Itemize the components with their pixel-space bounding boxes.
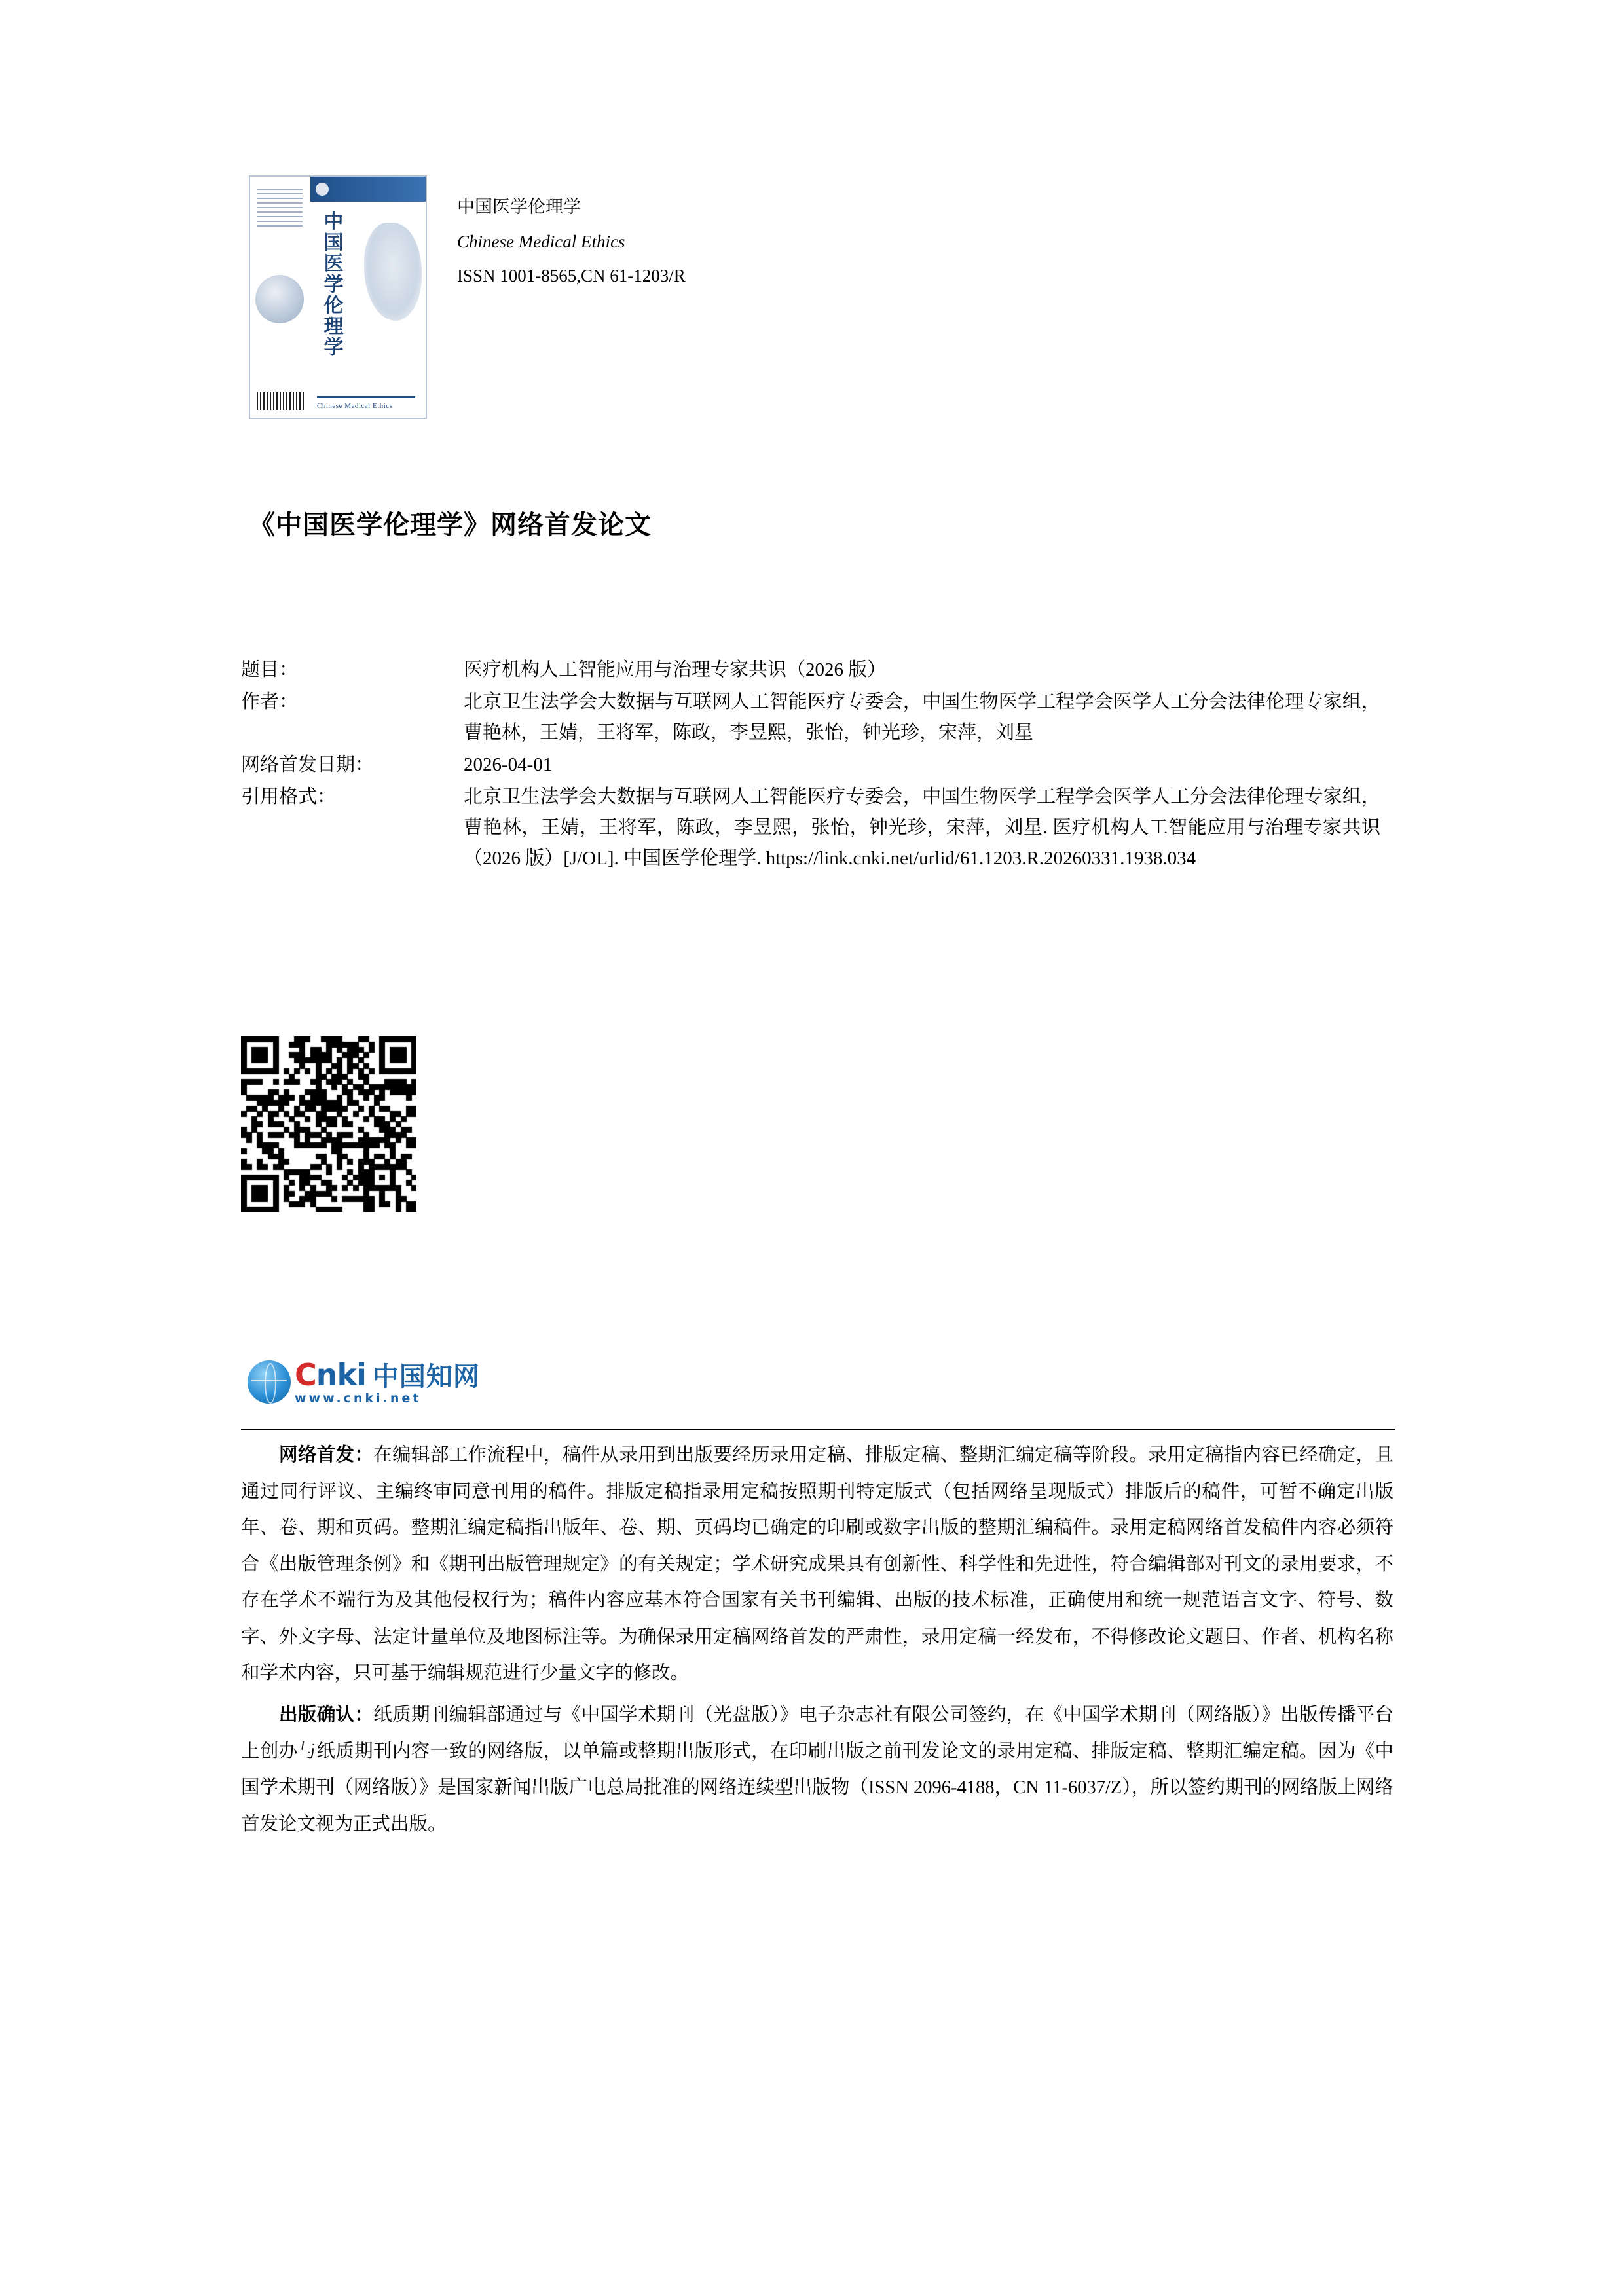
note-lead: 出版确认： xyxy=(279,1704,374,1725)
metadata-label: 题目： xyxy=(241,659,299,680)
journal-identity xyxy=(457,175,686,293)
cnki-chinese-name: 中国知网 xyxy=(372,1361,480,1391)
globe-icon xyxy=(248,1360,291,1404)
cnki-wordmark xyxy=(295,1357,480,1406)
cover-illustration xyxy=(364,223,422,321)
cover-front-panel xyxy=(310,177,427,418)
metadata-value: 2026-04-01 xyxy=(464,754,553,775)
metadata-row-publish-date xyxy=(241,750,1380,780)
section-divider xyxy=(241,1429,1395,1430)
note-text: 纸质期刊编辑部通过与《中国学术期刊（光盘版）》电子杂志社有限公司签约，在《中国学术期刊（网络版）》出版传播平台上创办与纸质期刊内容一致的网络版，以单篇或整期出版形式，在印刷出版之前刊发论文的录用定稿、排版定稿、整期汇编定稿。因为《中国学术期刊（网络版）》是国家新闻出版广电总局批准的网络连续型出版物（ISSN 2096-4188，CN 11-6037/Z），所以签约期刊的网络版上网络首发论文视为正式出版。 xyxy=(241,1704,1393,1834)
metadata-label: 网络首发日期： xyxy=(241,754,375,775)
cnki-logo[interactable] xyxy=(248,1355,491,1409)
journal-masthead xyxy=(249,175,686,419)
journal-issn: ISSN 1001-8565,CN 61-1203/R xyxy=(457,266,686,286)
journal-name-en: Chinese Medical Ethics xyxy=(457,231,625,251)
cnki-url: www.cnki.net xyxy=(295,1391,422,1406)
journal-cover-thumbnail xyxy=(249,175,427,419)
journal-name-cn: 中国医学伦理学 xyxy=(457,197,581,217)
metadata-row-title xyxy=(241,655,1380,685)
metadata-label: 引用格式： xyxy=(241,786,337,807)
metadata-value: 医疗机构人工智能应用与治理专家共识（2026 版） xyxy=(464,659,887,680)
note-paragraph-online-first xyxy=(241,1437,1393,1692)
qr-code[interactable] xyxy=(241,1036,416,1212)
journal-emblem-icon xyxy=(316,183,329,196)
cover-left-strip xyxy=(250,177,311,418)
metadata-value: 北京卫生法学会大数据与互联网人工智能医疗专委会，中国生物医学工程学会医学人工分会法律伦理专家组，曹艳林，王婧，王将军，陈政，李昱熙，张怡，钟光珍，宋萍，刘星. 医疗机构人工智能应用与治理专家共识（2026 版）[J/OL]. 中国医学伦理学. https://link.cnki.net/urlid/61.1203.R.20260331.1938.034 xyxy=(464,786,1380,869)
cover-decorative-lines xyxy=(257,189,303,228)
metadata-row-authors xyxy=(241,687,1380,748)
metadata-row-citation xyxy=(241,782,1380,874)
cover-top-band xyxy=(310,177,427,202)
cover-title-vertical: 中国医学伦理学 xyxy=(320,211,343,357)
cover-title-english: Chinese Medical Ethics xyxy=(317,402,393,410)
cnki-wordmark-accent: C xyxy=(295,1357,316,1393)
note-paragraph-publication-confirmation xyxy=(241,1697,1393,1842)
note-text: 在编辑部工作流程中，稿件从录用到出版要经历录用定稿、排版定稿、整期汇编定稿等阶段。录用定稿指内容已经确定，且通过同行评议、主编终审同意刊用的稿件。排版定稿指录用定稿按照期刊特定版式（包括网络呈现版式）排版后的稿件，可暂不确定出版年、卷、期和页码。整期汇编定稿指出版年、卷、期、页码均已确定的印刷或数字出版的整期汇编稿件。录用定稿网络首发稿件内容必须符合《出版管理条例》和《期刊出版管理规定》的有关规定；学术研究成果具有创新性、科学性和先进性，符合编辑部对刊文的录用要求，不存在学术不端行为及其他侵权行为；稿件内容应基本符合国家有关书刊编辑、出版的技术标准，正确使用和统一规范语言文字、符号、数字、外文字母、法定计量单位及地图标注等。为确保录用定稿网络首发的严肃性，录用定稿一经发布，不得修改论文题目、作者、机构名称和学术内容，只可基于编辑规范进行少量文字的修改。 xyxy=(241,1445,1393,1684)
barcode-icon xyxy=(257,392,304,410)
page-title: 《中国医学伦理学》网络首发论文 xyxy=(249,510,652,539)
cover-decorative-circle xyxy=(255,275,304,323)
note-lead: 网络首发： xyxy=(279,1445,374,1465)
publication-notes xyxy=(241,1437,1393,1848)
metadata-value: 北京卫生法学会大数据与互联网人工智能医疗专委会，中国生物医学工程学会医学人工分会法律伦理专家组，曹艳林，王婧，王将军，陈政，李昱熙，张怡，钟光珍，宋萍，刘星 xyxy=(464,691,1380,743)
cnki-wordmark-rest: nki xyxy=(316,1357,366,1393)
article-metadata xyxy=(241,655,1380,875)
metadata-label: 作者： xyxy=(241,691,299,712)
cover-divider xyxy=(317,396,415,398)
cnki-wordmark-text xyxy=(295,1357,366,1393)
